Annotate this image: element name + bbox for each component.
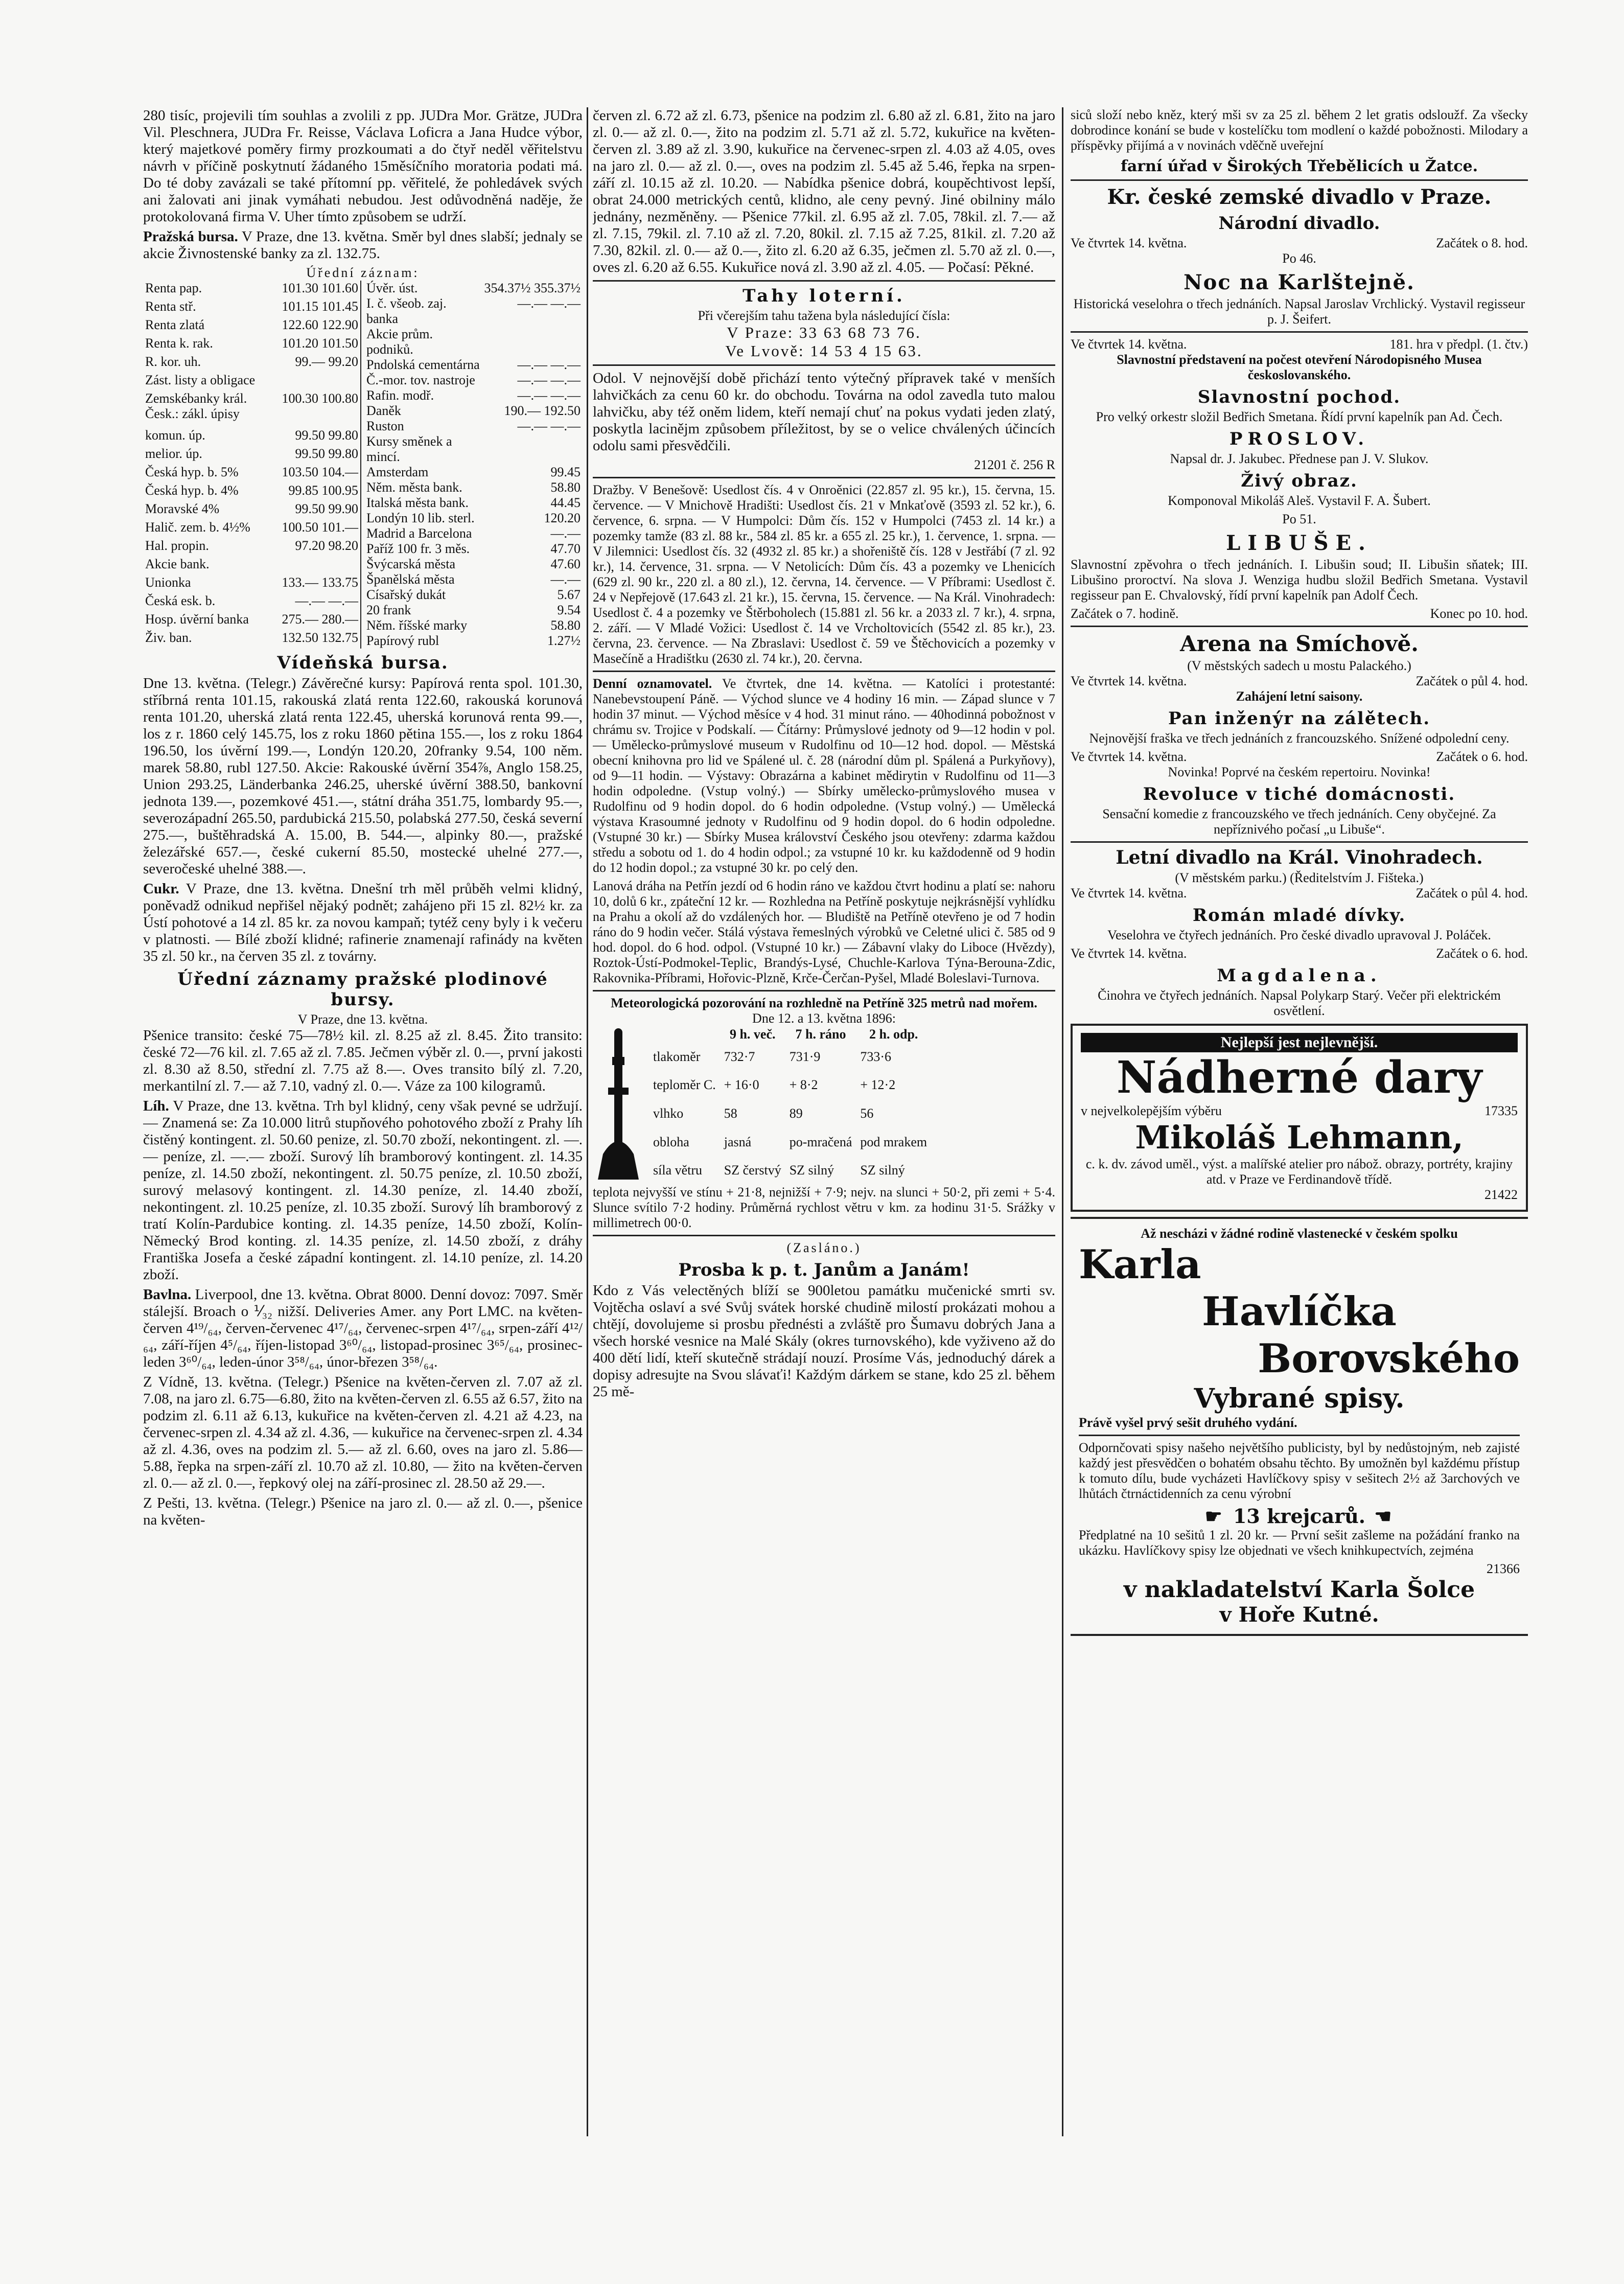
table-row <box>364 603 583 618</box>
play-desc: Napsal dr. J. Jakubec. Přednese pan J. V. Slukov. <box>1170 451 1429 466</box>
start-time: Začátek o 8. hod. <box>1436 236 1528 250</box>
meteo-value: jasná <box>724 1134 752 1149</box>
start-time: Začátek o 6. hod. <box>1436 749 1528 764</box>
drazby-text: Dražby. V Benešově: Usedlost čís. 4 v Onroěnici (22.857 zl. 95 kr.), 15. června, 15. července. — V Mnichově Hradišti: Usedlost čís. 21 v Mnkaťově (3593 zl. 52 kr.), 6. července, 6. srpna. — V Humpolci: Dům čís. 152 v Humpolci (7453 zl. 14 kr.) a pozemky tamže (83 zl. 88 kr., 584 zl. 85 kr. a 655 zl. 25 kr.), 1. července, 1. srpna. — V Jilemnici: Usedlost čís. 32 (4932 zl. 85 kr.) a shořeniště čís. 128 v Jestřábí (7 zl. 92 kr.), 14. července, 31. srpna. — V Netolicích: Dům čís. 43 a pozemky ve Lhenicích (629 zl. 90 kr., 220 zl. a 80 zl.), 12. června, 14. července. — V Příbrami: Usedlost č. 24 v Nepřejově (17.643 zl. 21 kr.), 15. června, 15. července. — Na Král. Vinohradech: Usedlost č. 4 a pozemky ve Štěrboholech (15.881 zl. 56 kr. a 2033 zl. 7 kr.), 4. srpna, 2. září. — V Mladé Vožici: Usedlost č. 14 ve Vrcholtovicích (5542 zl. 85 kr.), 23. června, 23. července. — Na Zbraslavi: Usedlost č. 59 ve Štěchovicích a pozemky v Masečíně a Hradištku (2630 zl. 74 kr.), 20. června. <box>593 482 1055 666</box>
rate-label: melior. úp. <box>145 446 202 461</box>
newspaper-page <box>143 107 1528 2136</box>
table-row <box>143 557 361 575</box>
advert-title: Nádherné dary <box>1116 1052 1482 1103</box>
lanovka-text: Lanová dráha na Petřín jezdí od 6 hodin ráno ve každou čtvrt hodinu a platí se: nahoru 10, dolů 6 kr., zpáteční 12 kr. — Rozhledna na Petříně poskytuje nejkrásnější vyhlídku na Prahu a okolí až do vzdálených hor. — Bludiště na Petříně otevřeno je od 7 hodin ráno do 9 hodin večer. Stálá výstava řemeslných výrobků ve Celetné ulici č. 585 od 9 hod. dopol. do 6 hod. odpol. (Vstupné 10 kr.) — Zábavní vlaky do Liboce (Hvězdy), Roztok-Ústí-Podmokel-Teplic, Brandýs-Lysé, Chuchle-Karlova Týna-Berouna-Zdic, Rakovnika-Příbrami, Hořovic-Plzně, Krče-Čerčan-Pyšel, Mladé Boleslavi-Turnova. <box>593 879 1055 985</box>
advert-price <box>1079 1505 1520 1528</box>
rate-value: 103.50 104.— <box>282 465 358 479</box>
rate-value: 47.60 <box>550 557 581 571</box>
letni-heading: Letní divadlo na Král. Vinohradech. <box>1116 847 1483 868</box>
cukr-paragraph <box>143 881 583 965</box>
novinka: Novinka! Poprvé na českém repertoiru. Novinka! <box>1168 765 1431 779</box>
date: Ve čtvrtek 14. května. <box>1071 236 1187 250</box>
rate-value: —.— —.— <box>295 593 358 608</box>
meteo-value: po-mračená <box>789 1134 852 1149</box>
advert-num: 17335 <box>1484 1103 1518 1118</box>
meteo-value: 56 <box>860 1105 874 1121</box>
play-title: Noc na Karlštejně. <box>1184 270 1415 294</box>
rate-value: 275.— 280.— <box>282 612 358 627</box>
date: Ve čtvrtek 14. května. <box>1071 886 1187 901</box>
arena-line <box>1071 674 1528 689</box>
viden-heading: Vídeňská bursa. <box>277 653 449 673</box>
rate-value: 58.80 <box>550 618 581 633</box>
play-title: Magdalena. <box>1217 965 1382 986</box>
advert-sub: Vybrané spisy. <box>1194 1383 1405 1414</box>
table-row <box>364 541 583 557</box>
tahy-row: V Praze: 33 63 68 73 76. <box>727 324 921 341</box>
rate-label: Madrid a Barcelona <box>366 526 472 541</box>
rate-value: —.— —.— <box>517 388 581 403</box>
table-row <box>143 317 361 336</box>
meteo-value: SZ silný <box>789 1163 834 1178</box>
meteo-label: vlhko <box>653 1105 684 1121</box>
table-row <box>364 526 583 541</box>
rate-value: 122.60 122.90 <box>282 317 358 332</box>
odol-text: Odol. V nejnovější době přichází tento výtečný přípravek také v menších lahvičkách za cenu 60 kr. do obchodu. Továrna na odol zavedla tuto malou lahvičku, aby též oněm lidem, kteří nemají chuť na pokus vydati jeden zlatý, poskytla lacinějm způsobem příležitost, by se o velice chválených účincích odolu sami přesvědčili. <box>593 370 1055 454</box>
table-row <box>143 483 361 501</box>
nd-line <box>1071 236 1528 251</box>
rate-value: 100.50 101.— <box>282 520 358 535</box>
rate-value: 99.45 <box>550 465 581 479</box>
table-row <box>364 465 583 480</box>
meteo-value: + 12·2 <box>860 1077 896 1093</box>
times-line <box>1071 606 1528 621</box>
plodiny-text: Pšenice transito: české 75—78½ kil. zl. 8.25 až zl. 8.45. Žito transito: české 72—76 kil. zl. 7.65 až zl. 7.85. Ječmen výběr zl. 0.—, první jakosti zl. 8.30 až 8.50, střední zl. 7.75 až 8.—. Oves transito bílý zl. 7.20, merkantilní zl. 7.— až 7.10, vadný zl. 0.—. Váze za 100 kilogramů. <box>143 1027 583 1094</box>
rate-value: 44.45 <box>550 495 581 510</box>
play-desc: Slavnostní zpěvohra o třech jednáních. I. Libušin soud; II. Libušin sňatek; III. Libušino proroctví. Na slova J. Wenziga hudbu složil Bedřich Smetana. Vystavil regisseur pan E. Chvalovský, řídí první kapelník pan Adolf Čech. <box>1071 557 1528 603</box>
meteo-sub: Dne 12. a 13. května 1896: <box>752 1011 896 1026</box>
table-row <box>143 391 361 428</box>
rate-value <box>280 557 361 575</box>
rule <box>593 1235 1055 1236</box>
advert-top: Až nescházi v žádné rodině vlastenecké v českém spolku <box>1141 1226 1458 1241</box>
meteo-row <box>649 1128 931 1157</box>
bursa-paragraph <box>143 228 583 262</box>
rule <box>593 280 1055 282</box>
rule <box>593 671 1055 672</box>
rate-label: Unionka <box>145 575 191 590</box>
slavnost-text: Slavnostní představení na počest otevření Národopisného Musea českoslovanského. <box>1117 352 1482 382</box>
tahy-heading: Tahy loterní. <box>743 286 906 306</box>
table-row <box>364 572 583 587</box>
play-desc: Pro velký orkestr složil Bedřich Smetana. Řídí první kapelník pan Ad. Čech. <box>1096 409 1503 424</box>
oznam-heading: Denní oznamovatel. <box>593 676 712 691</box>
advert-name: Mikoláš Lehmann, <box>1135 1119 1464 1156</box>
advert-title: Havlíčka <box>1202 1288 1397 1335</box>
rate-value: 101.15 101.45 <box>282 299 358 314</box>
rule <box>1071 179 1528 181</box>
rates-tables <box>143 281 583 649</box>
start-time: Začátek o půl 4. hod. <box>1416 886 1528 901</box>
viden-text: Dne 13. května. (Telegr.) Závěrečné kursy: Papírová renta spol. 101.30, stříbrná renta 101.15, rakouská zlatá renta 122.60, rakouská korunová renta 101.20, uherská zlatá renta 122.45, uherská korunová renta 99.—, los z r. 1860 celý 145.75, los z roku 1860 pětina 155.—, los z roku 1864 196.50, los úvěrní 199.—, Londýn 120.20, 20franky 9.54, 100 něm. marek 58.80, rubl 127.50. Akcie: Rakouské úvěrní 354⅞, Anglo 158.25, Union 293.25, Länderbanka 246.25, uherské úvěrní 388.50, bankovní jednota 139.—, pozemkové 451.—, státní dráha 351.75, lombardy 95.—, severozápadní 265.50, pardubická 215.50, polabská 277.50, česká severní 275.—, buštěhradská A. 15.00, B. 544.—, alpinky 80.—, pražské železářské 657.—, české cukerní 85.50, mostecké uhelné 277.—, severočeské uhelné 388.—. <box>143 675 583 877</box>
thermometer-icon <box>593 1026 644 1185</box>
rate-label: Úvěr. úst. <box>366 281 418 295</box>
rate-label: Amsterdam <box>366 465 429 479</box>
rate-label: Papírový rubl <box>366 633 439 648</box>
cukr-heading: Cukr. <box>143 881 179 897</box>
table-row <box>364 281 583 296</box>
rate-value: 101.30 101.60 <box>282 281 358 295</box>
prosba-text: Kdo z Vás velectěných blíží se 900letou památku mučenické smrti sv. Vojtěcha oslaví a své Svůj svátek horské chudině milostí prokázati mohou a chtějí, dovolujeme si prosbu přednésti a zvláště pro Šumavu dobrých Jana a všech horské vesnice na Malé Skály (okres turnovského), kde vyživeno až do 400 dětí lidí, kteří skutečně strádají nouzí. Prosíme Vás, jednoduchý dárek a dopisy adresujte na Svou slávaťi! Každým dárkem se stane, kdo 25 zl. během 25 mě- <box>593 1282 1055 1400</box>
nd-line <box>1071 337 1528 352</box>
table-row <box>143 520 361 538</box>
advert-title: Borovského <box>1258 1335 1520 1382</box>
tahy-row: Ve Lvově: 14 53 4 15 63. <box>725 342 923 360</box>
advert-line <box>1081 1103 1518 1119</box>
advert-num: 21366 <box>1487 1561 1520 1576</box>
table-row <box>143 299 361 317</box>
advert-top: Nejlepší jest nejlevnější. <box>1081 1033 1518 1052</box>
rate-label: Zást. listy a obligace <box>145 373 256 387</box>
meteo-col: 9 h. več. <box>729 1027 776 1042</box>
rate-value: 99.50 99.80 <box>295 428 358 443</box>
date: Ve čtvrtek 14. května. <box>1071 337 1187 352</box>
play-title: PROSLOV. <box>1229 429 1370 449</box>
rate-value: 9.54 <box>557 603 581 617</box>
meteo-value: 58 <box>724 1105 737 1121</box>
rate-label: Kursy směnek a mincí. <box>366 434 452 464</box>
bavlna-heading: Bavlna. <box>143 1286 192 1303</box>
rate-label: Halič. zem. b. 4½% <box>145 520 250 535</box>
table-row <box>143 575 361 593</box>
rate-value: —.— —.— <box>517 419 581 433</box>
play-desc: Činohra ve čtyřech jednáních. Napsal Polykarp Starý. Večer při elektrickém osvětlení. <box>1098 988 1501 1018</box>
narodni-divadlo: Národní divadlo. <box>1218 213 1380 234</box>
farni-urad: farní úřad v Širokých Třebělicích u Žatce. <box>1120 157 1478 175</box>
bavlna-paragraph <box>143 1286 583 1371</box>
extra: 181. hra v předpl. (1. čtv.) <box>1389 337 1528 352</box>
play-desc: Nejnovější fraška ve třech jednáních z francouzského. Snížené odpolední ceny. <box>1089 731 1510 746</box>
meteo-value: pod mrakem <box>860 1134 927 1149</box>
rate-value <box>482 434 583 465</box>
rate-label: Daněk <box>366 403 401 418</box>
table-row <box>364 419 583 434</box>
rate-label: Ruston <box>366 419 404 433</box>
table-row <box>143 630 361 649</box>
advert-text: c. k. dv. závod uměl., výst. a malířské atelier pro nábož. obrazy, portréty, krajiny atd. v Praze ve Ferdinandově třídě. <box>1085 1157 1513 1187</box>
rate-label: Paříž 100 fr. 3 měs. <box>366 541 470 556</box>
table-row <box>364 373 583 388</box>
hand-icon: ☛ <box>1204 1505 1233 1528</box>
arena-heading: Arena na Smíchově. <box>1180 631 1419 656</box>
meteo-value: 733·6 <box>860 1049 892 1064</box>
obili-cont: červen zl. 6.72 až zl. 6.73, pšenice na podzim zl. 6.80 až zl. 6.81, žito na jaro zl. 0.— až zl. 0.—, žito na podzim zl. 5.71 až zl. 5.72, kukuřice na květen-červen zl. 3.89 až zl. 3.90, kukuřice na červenec-srpen zl. 4.03 až 4.05, oves na jaro zl. 0.— až zl. 0.—, oves na podzim zl. 5.45 až 5.46, řepka na srpen-září zl. 10.15 až zl. 10.20. — Nabídka pšenice dobrá, koupěchtivost lepší, obrat 24.000 metrických centů, klidno, ale ceny pevný. Jiné obilniny málo jednány, nezměněny. — Pšenice 77kil. zl. 6.95 až zl. 7.05, 78kil. zl. 7.— až zl. 7.15, 79kil. zl. 7.10 až zl. 7.20, 80kil. zl. 7.15 až 7.25, 81kil. zl. 7.20 až 7.30, 82kil. zl. 0.— až 0.—, žito zl. 6.20 až 6.35, ječmen zl. 5.70 až zl. 0.—, oves zl. 6.20 až 6.55. Kukuřice nová zl. 3.90 až zl. 4.05. — Počasí: Pěkné. <box>593 107 1055 275</box>
meteo-block <box>593 1026 1055 1185</box>
rate-label: Akcie prům. podniků. <box>366 327 433 357</box>
play-title: Román mladé dívky. <box>1192 905 1406 926</box>
rate-value: 101.20 101.50 <box>282 336 358 351</box>
table-row <box>143 373 361 391</box>
tahy-intro: Při včerejším tahu tažena byla následující čísla: <box>698 308 950 323</box>
start-time: Začátek o 6. hod. <box>1436 946 1528 961</box>
rate-value: 132.50 132.75 <box>282 630 358 645</box>
rate-label: komun. úp. <box>145 428 205 443</box>
rule <box>1071 331 1528 333</box>
rule <box>1071 841 1528 843</box>
rule <box>593 990 1055 991</box>
rates-table-left <box>143 281 361 649</box>
column-divider <box>1062 107 1063 2136</box>
table-row <box>143 281 361 299</box>
advert-sub: v nejvelkolepějším výběru <box>1081 1103 1222 1118</box>
table-row <box>364 480 583 495</box>
rate-value <box>280 373 361 391</box>
table-row <box>364 327 583 357</box>
rule <box>1071 626 1528 627</box>
rate-label: Londýn 10 lib. sterl. <box>366 511 475 525</box>
play-title: LIBUŠE. <box>1226 531 1373 555</box>
meteo-heading: Meteorologická pozorování na rozhledně na Petříně 325 metrů nad mořem. <box>611 996 1037 1010</box>
rate-label: Česká esk. b. <box>145 593 216 608</box>
letni-sub: (V městském parku.) (Ředitelstvím J. Fišteka.) <box>1175 870 1424 885</box>
rate-label: Č.-mor. tov. nastroje <box>366 373 475 387</box>
table-row <box>143 428 361 446</box>
meteo-label: síla větru <box>653 1163 703 1178</box>
table-row <box>364 296 583 327</box>
lih-text: V Praze, dne 13. května. Trh byl klidný, ceny však pevné se udržují. — Znamená se: Za 10.000 litrů stupňového pohotového zboží z Prahy líh čistěný kontingent. zl. 50.60 penize, zl. 50.70 zboží, nekontingent. zl. —.— peníze, zl. —.— zboží. Surový líh bramborový kontingent. zl. 14.35 peníze, zl. 14.50 zboží, nekontingent. zl. 50.75 peníze, zl. 10.50 zboží, surový melasový kontingent. zl. 14.30 peníze, zl. 14.40 zboží, nekontingent. zl. 10.25 peníze, zl. 10.35 zboží. Surový líh bramborový z tratí Kolín-Pardubice konting. zl. 14.35 peníze, 14.50 zboží, Kolín-Německý Brod konting. zl. 14.35 peníze, zl. 14.50 zboží, z dráhy Františka Josefa a české západní kontingent. zl. 14.10 peníze, zl. 14.20 zboží. <box>143 1098 583 1283</box>
advert-lehmann <box>1071 1024 1528 1212</box>
advert-num: 21422 <box>1484 1187 1518 1202</box>
rate-value: —.— <box>550 572 581 587</box>
rate-label: Zemskébanky král. Česk.: zákl. úpisy <box>145 391 247 421</box>
rate-label: Česká hyp. b. 4% <box>145 483 239 498</box>
rate-label: Živ. ban. <box>145 630 192 645</box>
plodiny-heading: Úřední záznamy pražské plodinové bursy. <box>177 969 548 1010</box>
meteo-row <box>649 1099 931 1128</box>
column-3 <box>1071 107 1528 2136</box>
rate-label: 20 frank <box>366 603 411 617</box>
start-time: Začátek o půl 4. hod. <box>1416 674 1528 688</box>
rule <box>1079 1435 1520 1436</box>
end-time: Konec po 10. hod. <box>1430 606 1528 621</box>
top-text: siců složí nebo kněz, který mši sv za 25 zl. během 2 let gratis odsloužf. Za všecky dobrodince konání se bude v kostelíčku tom modlení o každé pobožnosti. Milodary a příspěvky přijímá a v novinách vděčně uveřejní <box>1071 107 1528 153</box>
rate-value: 190.— 192.50 <box>504 403 581 418</box>
rate-label: Renta pap. <box>145 281 202 295</box>
date: Ve čtvrtek 14. května. <box>1071 946 1187 961</box>
rate-value: —.— —.— <box>517 373 581 387</box>
meteo-extra: teplota nejvyšší ve stínu + 21·8, nejnižší + 7·9; nejv. na slunci + 50·2, při zemi + 5·4. Slunce svítilo 7·2 hodiny. Průměrná rychlost větru v km. za hodinu 31·5. Srážky v millimetrech 00·0. <box>593 1185 1055 1230</box>
lih-heading: Líh. <box>143 1098 169 1114</box>
bavlna-text: Liverpool, dne 13. května. Obrat 8000. Denní dovoz: 7097. Směr stálejší. Broach o ⅟₃₂ nižší. Deliveries Amer. any Port LMC. na květen-červen 4¹⁹/₆₄, červen-červenec 4¹⁷/₆₄, červenec-srpen 4¹⁷/₆₄, srpen-září 4¹²/₆₄, září-říjen 4⁵/₆₄, říjen-listopad 3⁶⁰/₆₄, listopad-prosinec 3⁶⁵/₆₄, prosinec-leden 3⁶⁰/₆₄, leden-únor 3⁵⁸/₆₄, únor-březen 3⁵⁸/₆₄. <box>143 1286 583 1370</box>
rate-label: I. č. všeob. zaj. banka <box>366 296 447 326</box>
rule <box>593 477 1055 478</box>
prosba-heading: Prosba k p. t. Janům a Janám! <box>678 1260 970 1280</box>
rate-label: Švýcarská města <box>366 557 456 571</box>
meteo-col: 7 h. ráno <box>795 1027 846 1042</box>
advert-price-label: 13 krejcarů. <box>1233 1505 1366 1528</box>
rates-table-right <box>364 281 583 649</box>
rate-label: Pndolská cementárna <box>366 357 480 372</box>
rate-label: Renta k. rak. <box>145 336 213 351</box>
rate-label: Císařský dukát <box>366 587 446 602</box>
table-row <box>143 465 361 483</box>
rule <box>593 364 1055 366</box>
play-desc: Veselohra ve čtyřech jednáních. Pro české divadlo upravoval J. Poláček. <box>1107 928 1491 942</box>
advert-title: Karla <box>1079 1241 1201 1288</box>
hand-icon: ☚ <box>1365 1505 1394 1528</box>
rate-label: Něm. města bank. <box>366 480 462 495</box>
meteo-col: 2 h. odp. <box>869 1027 918 1042</box>
zaznam-heading: Úřední záznam: <box>306 265 420 280</box>
oznam-paragraph <box>593 676 1055 875</box>
meteo-value: 732·7 <box>724 1049 755 1064</box>
rate-label: Něm. říšské marky <box>366 618 468 633</box>
play-desc: Sensační komedie z francouzského ve třech jednáních. Ceny obyčejné. Za nepříznivého počasí „u Libuše“. <box>1102 806 1496 837</box>
play-desc: Historická veselohra o třech jednáních. Napsal Jaroslav Vrchlický. Vystavil regisseur p. J. Šeifert. <box>1073 296 1525 327</box>
date: Ve čtvrtek 14. května. <box>1071 674 1187 688</box>
obili-text: Z Vídně, 13. května. (Telegr.) Pšenice na květen-červen zl. 7.07 až zl. 7.08, na jaro zl. 6.75—6.80, žito na květen-červen zl. 6.55 až 6.57, žito na podzim zl. 6.11 až 6.13, kukuřice na květen-červen zl. 4.21 až 4.23, na červenec-srpen zl. 4.34 až zl. 4.36, — kukuřice na červenec-srpen zl. 4.34 až zl. 4.36, oves na podzim zl. 5.— až zl. 6.60, oves na jaro zl. 5.86—5.88, řepka na srpen-září zl. 10.70 až zl. 10.80, — žito na květen-červen zl. 0.— až zl. 0.—, řepkový olej na září-prosinec zl. 28.50 až 29.—. <box>143 1374 583 1491</box>
table-row <box>364 618 583 633</box>
table-row <box>364 434 583 465</box>
letni-line <box>1071 886 1528 901</box>
odol-number: 21201 č. 256 R <box>974 457 1055 472</box>
rate-label: Moravské 4% <box>145 501 220 516</box>
oznam-text: Ve čtvrtek, dne 14. května. — Katolíci i protestanté: Nanebevstoupení Páně. — Východ slunce ve 4 hodiny 16 min. — Západ slunce v 7 hodin 37 minut. — Východ měsíce v 4 hod. 31 minut ráno. — 40hodinná pobožnost v chrámu sv. Trojice v Podskalí. — Čítárny: Průmyslové jednoty od 9—12 hodin v pol. — Umělecko-průmyslové museum v Rudolfinu od 10—12 hod. dopol. — Městská obecní knihovna pro lid ve Spálené ul. č. 28 (národní dům pl. Spálená a Purkyňovy), od 9—11 hodin. — Výstavy: Obrazárna a kabinet mědirytin v Rudolfinu od 11—3 hodin odpoledne. (Vstup volný.) — Sbírky umělecko-průmyslového musea v Rudolfinu od 9 hodin dopol. do 6 hodin odpoledne. (Vstup volný.) — Umělecká výstava Krasoumné jednoty v Rudolfinu od 9 hodin dopol. do 6 hodin odpoledne. (Vstupné 30 kr.) — Sbírky Musea království Českého jsou otevřeny: zdarma každou středu a sobotu od 1. do 4 hodin odpol.; za vstupné 10 kr. ku každodenně od 9 hodin do 12 hodin dopol.; za vstupné 30 kr. po celý den. <box>593 676 1055 875</box>
table-row <box>364 557 583 572</box>
meteo-value: 731·9 <box>789 1049 821 1064</box>
column-2 <box>593 107 1055 2136</box>
rate-label: Renta zlatá <box>145 317 205 332</box>
rate-value: 1.27½ <box>547 633 581 648</box>
advert-publisher: v nakladatelství Karla Šolce <box>1123 1577 1475 1603</box>
advert-predplatne: Předplatné na 10 sešitů 1 zl. 20 kr. — První sešit zašleme na požádání franko na ukázku. Havlíčkovy spisy lze objednati ve všech knihkupectvích, zejména <box>1079 1528 1520 1558</box>
rate-value: 5.67 <box>557 587 581 602</box>
predplatne-num: Po 51. <box>1282 512 1316 526</box>
meteo-value: SZ silný <box>860 1163 905 1178</box>
play-title: Slavnostní pochod. <box>1197 387 1401 407</box>
meteo-value: 89 <box>789 1105 803 1121</box>
table-row <box>143 593 361 612</box>
advert-vysel: Právě vyšel prvý sešit druhého vydání. <box>1079 1415 1297 1430</box>
plodiny-sub: V Praze, dne 13. května. <box>297 1012 428 1027</box>
meteo-value: SZ čerstvý <box>724 1163 781 1178</box>
rate-label: R. kor. uh. <box>145 354 201 369</box>
rate-value: 120.20 <box>544 511 581 525</box>
table-row <box>364 511 583 526</box>
table-row <box>364 388 583 403</box>
rate-value: —.— <box>550 526 581 541</box>
table-row <box>143 538 361 557</box>
play-title: Pan inženýr na zálětech. <box>1168 708 1431 729</box>
table-row <box>143 354 361 373</box>
table-row <box>143 501 361 520</box>
rate-value: 99.50 99.80 <box>295 446 358 461</box>
rate-label: Rafin. modř. <box>366 388 434 403</box>
rate-value: 99.50 99.90 <box>295 501 358 516</box>
table-row <box>364 633 583 649</box>
table-row <box>143 336 361 354</box>
paragraph: 280 tisíc, projevili tím souhlas a zvolili z pp. JUDra Mor. Grätze, JUDra Vil. Pleschnera, JUDra Fr. Reisse, Václava Loficra a Jana Hudce výbor, který majetkové poměry firmy prozkoumati a do čtyř neděl věřitelstvu návrh v příčině poskytnutí žádaného 15měsíčního moratoria podati má. Do té doby zavázali se také přítomní pp. věřitelé, že pohledávek svých ani žalovati ani jinak vymáhati nebudou. Jest odůvodněná naděje, že protokolovaná firma V. Uher tímto způsobem se udrží. <box>143 107 583 225</box>
meteo-row <box>649 1156 931 1185</box>
advert-havlicek <box>1071 1217 1528 1636</box>
play-title: Živý obraz. <box>1241 471 1358 491</box>
date: Ve čtvrtek 14. května. <box>1071 749 1187 764</box>
bursa-heading: Pražská bursa. <box>143 228 238 245</box>
table-row <box>143 446 361 465</box>
meteo-value: + 8·2 <box>789 1077 818 1093</box>
rate-label: Italská města bank. <box>366 495 469 510</box>
rate-label: Renta stř. <box>145 299 196 314</box>
zaslano: (Zasláno.) <box>786 1240 862 1255</box>
meteo-label: tlakoměr <box>653 1049 701 1064</box>
arena-line <box>1071 749 1528 765</box>
rate-label: Akcie bank. <box>145 557 210 571</box>
column-divider <box>587 107 588 2136</box>
meteo-label: obloha <box>653 1134 689 1149</box>
advert-text: Odpornčovati spisy našeho největšího publicisty, byl by nedůstojným, neb zajisté každý jest přesvědčen o bohatém obsahu těchto. By umožněn byl každému přístup k tomuto dílu, bude vycházeti Havlíčkovy spisy v sešitech 2½ až 3archových ve lhůtách čtrnáctidenních za cenu výrobní <box>1079 1440 1520 1501</box>
table-row <box>143 612 361 630</box>
table-row <box>364 495 583 511</box>
play-title: Revoluce v tiché domácnosti. <box>1143 784 1456 804</box>
play-desc: Komponoval Mikoláš Aleš. Vystavil F. A. Šubert. <box>1168 493 1431 508</box>
meteo-row <box>649 1043 931 1071</box>
meteo-row <box>649 1071 931 1100</box>
column-1 <box>143 107 583 2136</box>
arena-sub: (V městských sadech u mostu Palackého.) <box>1187 658 1411 673</box>
rate-label: Hal. propin. <box>145 538 209 553</box>
rate-value <box>482 327 583 357</box>
rate-label: Hosp. úvěrní banka <box>145 612 249 627</box>
predplatne-num: Po 46. <box>1282 251 1316 266</box>
rate-value: 133.— 133.75 <box>282 575 358 590</box>
rate-value: 99.85 100.95 <box>288 483 358 498</box>
start-time: Začátek o 7. hodině. <box>1071 606 1179 621</box>
pest-text: Z Pešti, 13. května. (Telegr.) Pšenice na jaro zl. 0.— až zl. 0.—, pšenice na květen- <box>143 1495 583 1528</box>
divadlo-heading: Kr. české zemské divadlo v Praze. <box>1107 185 1492 209</box>
rate-value: 47.70 <box>550 541 581 556</box>
bursa-text: V Praze, dne 13. května. Směr byl dnes slabší; jednaly se akcie Živnostenské banky za zl. 132.75. <box>143 228 583 262</box>
meteo-table <box>649 1026 931 1185</box>
cukr-text: V Praze, dne 13. května. Dnešní trh měl průběh velmi klidný, poněvadž odnikud nepřišel nějaký podnět; zahájeno při 15 zl. 82½ kr. za Ústí pohotové a 14 zl. 85 kr. za novou kampaň; tytéž ceny byly i k večeru v platnosti. — Bílé zboží klidné; rafinerie znamenají rafinády na květen 35 zl. 50 kr., na červen 35 zl. z továrny. <box>143 881 583 964</box>
rate-value: —.— —.— <box>517 296 581 311</box>
meteo-value: + 16·0 <box>724 1077 759 1093</box>
table-row <box>364 357 583 373</box>
advert-city: v Hoře Kutné. <box>1219 1603 1379 1627</box>
lih-paragraph <box>143 1098 583 1283</box>
rate-label: Španělská města <box>366 572 455 587</box>
rate-value: 354.37½ 355.37½ <box>484 281 581 295</box>
table-row <box>364 403 583 419</box>
rate-value: 58.80 <box>550 480 581 495</box>
letni-line <box>1071 946 1528 961</box>
table-row <box>364 587 583 603</box>
rate-label: Česká hyp. b. 5% <box>145 465 239 479</box>
meteo-label: teploměr C. <box>653 1077 716 1093</box>
rate-value: 100.30 100.80 <box>282 391 358 406</box>
rate-value: 99.— 99.20 <box>295 354 358 369</box>
rate-value: 97.20 98.20 <box>295 538 358 553</box>
rate-value: —.— —.— <box>517 357 581 372</box>
arena-open: Zahájení letní saisony. <box>1236 689 1363 704</box>
